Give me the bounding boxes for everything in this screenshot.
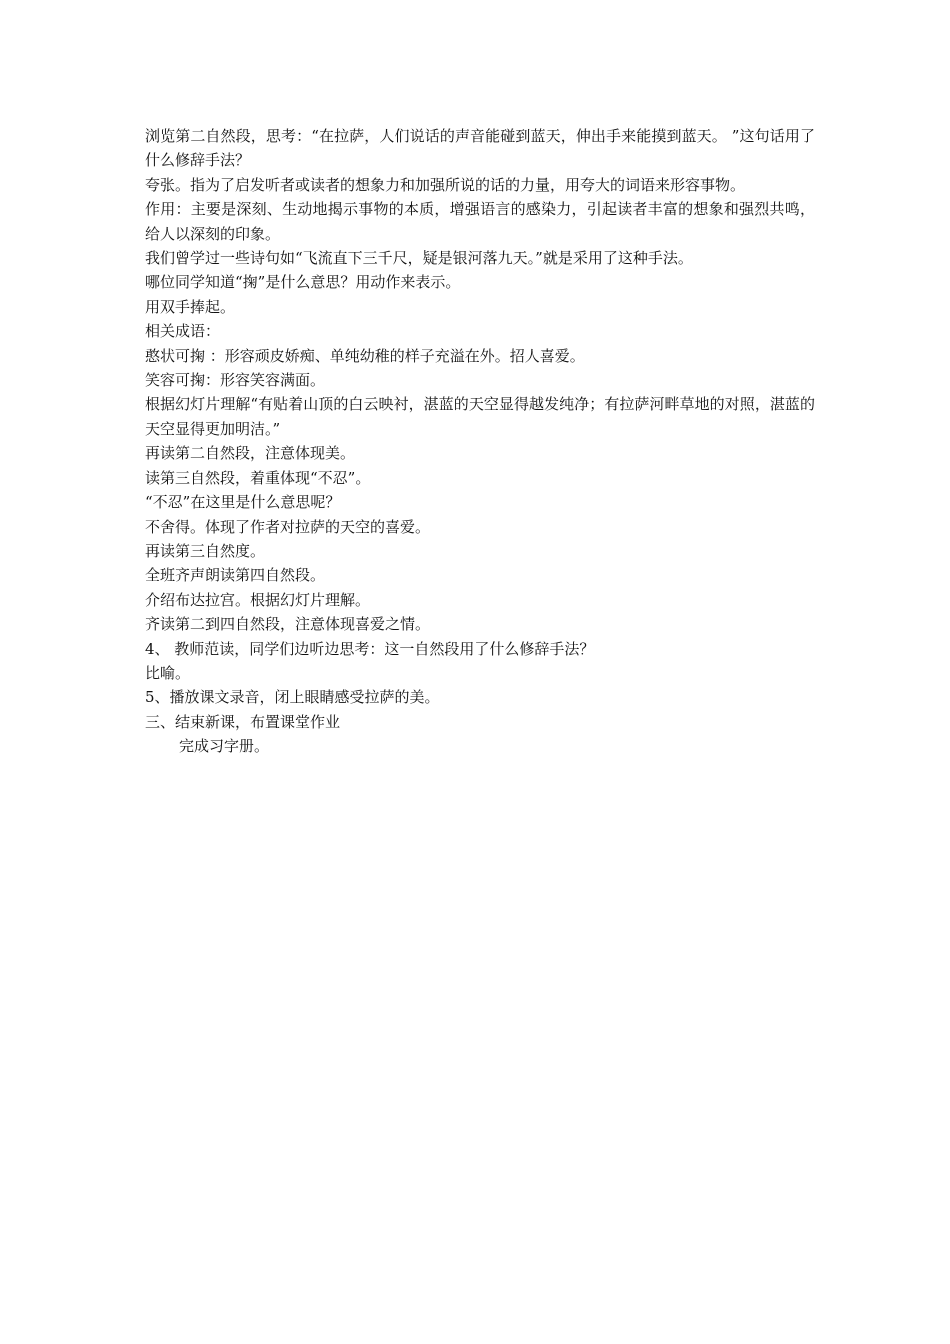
paragraph-idiom-1: 憨状可掬 ：形容顽皮娇痴、单纯幼稚的样子充溢在外。招人喜爱。 bbox=[145, 346, 585, 365]
paragraph-read-third: 读第三自然段，着重体现“不忍”。 bbox=[145, 468, 371, 487]
paragraph-ju-answer: 用双手捧起。 bbox=[145, 297, 236, 316]
paragraph-section-3-heading: 三、结束新课，布置课堂作业 bbox=[145, 712, 341, 731]
paragraph-idioms-heading: 相关成语： bbox=[145, 322, 221, 341]
document-body bbox=[145, 124, 815, 759]
paragraph-read-two-to-four: 齐读第二到四自然段，注意体现喜爱之情。 bbox=[145, 615, 431, 634]
paragraph-question-rhetoric: 浏览第二自然段，思考：“在拉萨，人们说话的声音能碰到蓝天，伸出手来能摸到蓝天。 ”这句话用了什么修辞手法？ bbox=[145, 127, 815, 170]
paragraph-hyperbole-definition: 夸张。指为了启发听者或读者的想象力和加强所说的话的力量，用夸大的词语来形容事物。 bbox=[145, 175, 746, 194]
paragraph-read-fourth: 全班齐声朗读第四自然段。 bbox=[145, 566, 326, 585]
paragraph-potala: 介绍布达拉宫。根据幻灯片理解。 bbox=[145, 590, 371, 609]
paragraph-reread-second: 再读第二自然段，注意体现美。 bbox=[145, 444, 356, 463]
paragraph-idiom-2: 笑容可掬：形容笑容满面。 bbox=[145, 371, 326, 390]
paragraph-step-5: 5、播放课文录音，闭上眼睛感受拉萨的美。 bbox=[145, 688, 440, 707]
paragraph-homework: 完成习字册。 bbox=[179, 737, 270, 756]
paragraph-slide-understanding: 根据幻灯片理解“有贴着山顶的白云映衬，湛蓝的天空显得越发纯净；有拉萨河畔草地的对照，湛蓝的天空显得更加明洁。” bbox=[145, 395, 815, 438]
paragraph-buren-question: “不忍”在这里是什么意思呢？ bbox=[145, 493, 341, 512]
paragraph-reread-third: 再读第三自然度。 bbox=[145, 541, 266, 560]
paragraph-buren-answer: 不舍得。体现了作者对拉萨的天空的喜爱。 bbox=[145, 517, 431, 536]
paragraph-poem-example: 我们曾学过一些诗句如“飞流直下三千尺，疑是银河落九天。”就是采用了这种手法。 bbox=[145, 249, 693, 268]
paragraph-hyperbole-effect: 作用：主要是深刻、生动地揭示事物的本质，增强语言的感染力，引起读者丰富的想象和强烈共鸣，给人以深刻的印象。 bbox=[145, 200, 815, 243]
paragraph-ju-question: 哪位同学知道“掬”是什么意思？用动作来表示。 bbox=[145, 273, 461, 292]
paragraph-metaphor: 比喻。 bbox=[145, 663, 191, 682]
paragraph-step-4: 4、 教师范读，同学们边听边思考：这一自然段用了什么修辞手法？ bbox=[145, 639, 595, 658]
